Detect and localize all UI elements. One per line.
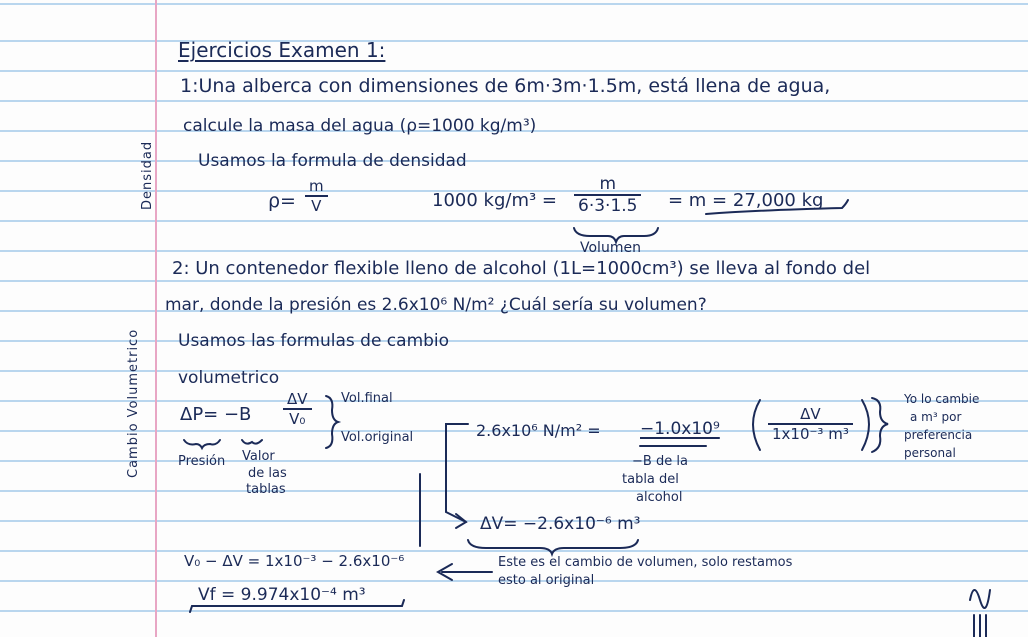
- side-label-volumetric: Cambio Volumetrico: [126, 328, 141, 478]
- problem2-method1: Usamos las formulas de cambio: [178, 331, 450, 351]
- neg-b-value: −1.0x10⁹: [640, 419, 720, 439]
- valor-tablas-1: Valor: [242, 449, 275, 464]
- problem1-method: Usamos la formula de densidad: [198, 151, 467, 171]
- presion-label: Presión: [178, 454, 226, 469]
- side-label-density: Densidad: [140, 140, 155, 210]
- problem2-line1: 2: Un contenedor flexible lleno de alcohol (1L=1000cm³) se lleva al fondo del: [172, 258, 871, 279]
- bulk-equation-fraction: [768, 405, 853, 443]
- v0-calculation: V₀ − ΔV = 1x10⁻³ − 2.6x10⁻⁶: [184, 552, 405, 570]
- bulk-formula-dv: ΔV: [287, 390, 308, 408]
- bulk-equation-v0: 1x10⁻³ m³: [772, 425, 849, 443]
- bulk-formula-fraction: [283, 390, 312, 428]
- problem2-line2: mar, donde la presión es 2.6x10⁶ N/m² ¿Cuál sería su volumen?: [165, 295, 707, 315]
- density-formula-fraction: [305, 177, 328, 215]
- density-equation-lhs: 1000 kg/m³ =: [432, 190, 557, 211]
- m3-note-1: Yo lo cambie: [904, 392, 980, 406]
- bulk-formula-v0: V₀: [289, 410, 306, 428]
- problem2-method2: volumetrico: [178, 368, 280, 388]
- m3-note-4: personal: [904, 446, 956, 460]
- m3-note-3: preferencia: [904, 428, 973, 442]
- page-title: Ejercicios Examen 1:: [178, 38, 386, 62]
- density-formula-m: m: [309, 177, 324, 195]
- vf-result: Vf = 9.974x10⁻⁴ m³: [198, 585, 366, 605]
- valor-tablas-3: tablas: [246, 482, 286, 497]
- valor-tablas-2: de las: [248, 466, 287, 481]
- b-note-3: alcohol: [636, 490, 683, 505]
- density-formula-v: V: [311, 197, 322, 215]
- density-result: = m = 27,000 kg: [668, 190, 824, 211]
- bulk-formula-lhs: ΔP= −B: [180, 404, 252, 425]
- vol-original-label: Vol.original: [341, 430, 414, 445]
- problem1-line1: 1:Una alberca con dimensiones de 6m·3m·1.5m, está llena de agua,: [180, 75, 831, 97]
- density-equation-den: 6·3·1.5: [578, 196, 638, 216]
- bulk-equation-dv: ΔV: [800, 405, 821, 423]
- b-note-2: tabla del: [622, 472, 679, 487]
- margin-line: [155, 0, 157, 637]
- m3-note-2: a m³ por: [910, 410, 962, 424]
- volumen-label: Volumen: [580, 240, 641, 256]
- problem1-line2: calcule la masa del agua (ρ=1000 kg/m³): [183, 116, 537, 136]
- explanation-line2: esto al original: [498, 573, 595, 588]
- b-note-1: −B de la: [632, 454, 688, 469]
- density-equation-fraction: [574, 174, 641, 216]
- density-equation-num: m: [599, 174, 617, 194]
- vol-final-label: Vol.final: [341, 391, 393, 406]
- density-rho: ρ=: [268, 190, 296, 212]
- bulk-equation-lhs: 2.6x10⁶ N/m² =: [476, 421, 601, 440]
- explanation-line1: Este es el cambio de volumen, solo restamos: [498, 555, 793, 570]
- delta-v-result: ΔV= −2.6x10⁻⁶ m³: [480, 514, 641, 534]
